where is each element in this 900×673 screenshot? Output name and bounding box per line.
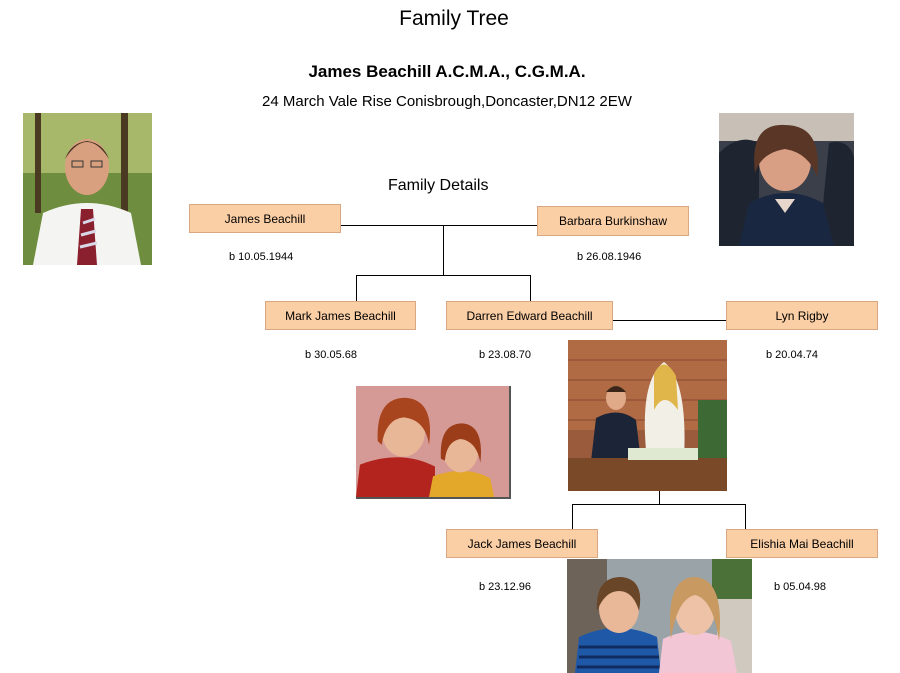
person-box-mark bbox=[265, 301, 416, 330]
photo-grandchildren bbox=[567, 559, 752, 673]
person-name: Elishia Mai Beachill bbox=[750, 536, 854, 551]
page-title: Family Tree bbox=[399, 7, 509, 30]
connector-to-jack bbox=[572, 504, 573, 530]
birth-date-lyn: b 20.04.74 bbox=[766, 349, 818, 361]
birth-date-barbara: b 26.08.1946 bbox=[577, 251, 642, 263]
connector-grandchildren-bar bbox=[572, 504, 746, 505]
connector-to-mark bbox=[356, 275, 357, 302]
person-box-lyn bbox=[726, 301, 878, 330]
photo-barbara bbox=[719, 113, 854, 246]
person-name: James Beachill bbox=[224, 211, 306, 226]
section-heading: Family Details bbox=[388, 177, 489, 194]
person-box-jack bbox=[446, 529, 598, 558]
birth-date-darren: b 23.08.70 bbox=[479, 349, 531, 361]
photo-children-young bbox=[356, 386, 511, 499]
connector-grandchildren-down bbox=[659, 490, 660, 505]
person-name: Barbara Burkinshaw bbox=[558, 214, 668, 228]
connector-darren-lyn bbox=[612, 320, 727, 321]
person-box-barbara bbox=[537, 206, 689, 236]
connector-to-darren bbox=[530, 275, 531, 302]
person-name: Mark James Beachill bbox=[285, 308, 396, 323]
birth-date-elishia: b 05.04.98 bbox=[774, 581, 826, 593]
connector-children-bar bbox=[356, 275, 531, 276]
person-box-james bbox=[189, 204, 341, 233]
person-box-elishia bbox=[726, 529, 878, 558]
connector-parents-down bbox=[443, 225, 444, 276]
birth-date-mark: b 30.05.68 bbox=[305, 349, 357, 361]
person-box-darren bbox=[446, 301, 613, 330]
owner-name: James Beachill A.C.M.A., C.G.M.A. bbox=[308, 62, 586, 81]
photo-wedding bbox=[568, 340, 727, 491]
connector-to-elishia bbox=[745, 504, 746, 530]
photo-james bbox=[23, 113, 152, 265]
person-name: Lyn Rigby bbox=[775, 308, 829, 323]
person-name: Jack James Beachill bbox=[467, 536, 577, 551]
connector-parents-marriage bbox=[340, 225, 538, 226]
birth-date-jack: b 23.12.96 bbox=[479, 581, 531, 593]
person-name: Darren Edward Beachill bbox=[466, 308, 593, 323]
birth-date-james: b 10.05.1944 bbox=[229, 251, 294, 263]
owner-address: 24 March Vale Rise Conisbrough,Doncaster,DN12 2EW bbox=[262, 93, 632, 110]
